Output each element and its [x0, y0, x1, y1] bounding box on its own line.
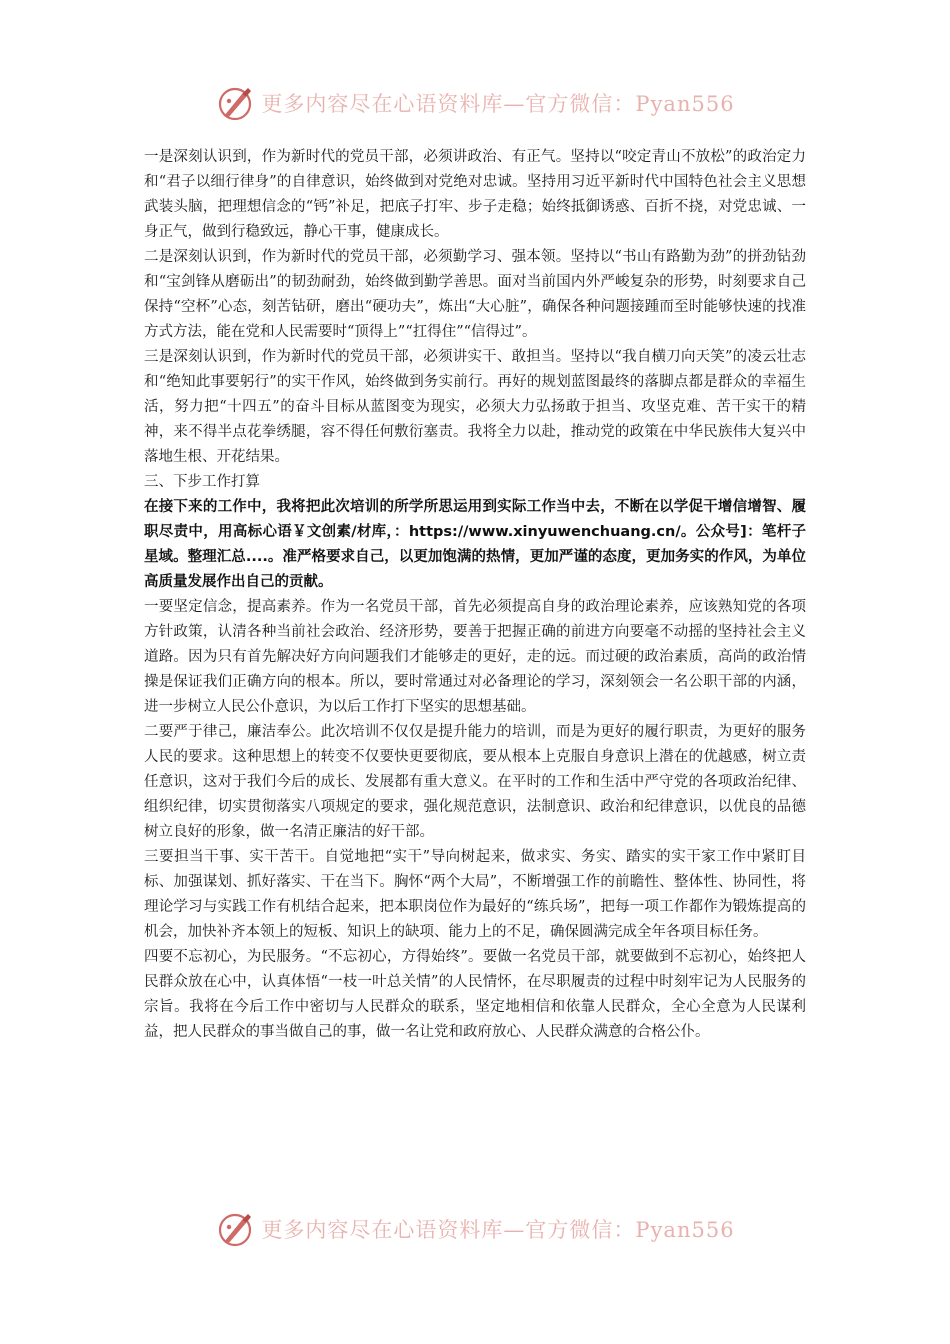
section-heading: 三、下步工作打算 [144, 474, 260, 490]
document-body [144, 145, 806, 1045]
watermark-text: 更多内容尽在心语资料库—官方微信：Pyan556 [261, 1218, 735, 1242]
paragraph: 三要担当干事、实干苦干。自觉地把“实干”导向树起来，做求实、务实、踏实的实干家工作中紧盯目标、加强谋划、抓好落实、干在当下。胸怀“两个大局”，不断增强工作的前瞻性、整体性、协同性，将理论学习与实践工作有机结合起来，把本职岗位作为最好的“练兵场”，把每一项工作都作为锻炼提高的机会，加快补齐本领上的短板、知识上的缺项、能力上的不足，确保圆满完成全年各项目标任务。 [144, 849, 806, 940]
paragraph: 二是深刻认识到，作为新时代的党员干部，必须勤学习、强本领。坚持以“书山有路勤为劲”的拼劲钻劲和“宝剑锋从磨砺出”的韧劲耐劲，始终做到勤学善思。面对当前国内外严峻复杂的形势，时刻要求自己保持“空杯”心态，刻苦钻研，磨出“硬功夫”，炼出“大心脏”，确保各种问题接踵而至时能够快速的找准方式方法，能在党和人民需要时“顶得上”“扛得住”“信得过”。 [144, 249, 806, 340]
watermark-text: 更多内容尽在心语资料库—官方微信：Pyan556 [261, 92, 735, 116]
paragraph: 二要严于律己，廉洁奉公。此次培训不仅仅是提升能力的培训，而是为更好的履行职责，为更好的服务人民的要求。这种思想上的转变不仅要快更要彻底，要从根本上克服自身意识上潜在的优越感，树立责任意识，这对于我们今后的成长、发展都有重大意义。在平时的工作和生活中严守党的各项政治纪律、组织纪律，切实贯彻落实八项规定的要求，强化规范意识，法制意识、政治和纪律意识，以优良的品德树立良好的形象，做一名清正廉洁的好干部。 [144, 724, 806, 840]
footer-watermark-banner [0, 1204, 950, 1254]
paragraph: 一是深刻认识到，作为新时代的党员干部，必须讲政治、有正气。坚持以“咬定青山不放松”的政治定力和“君子以细行律身”的自律意识，始终做到对党绝对忠诚。坚持用习近平新时代中国特色社会主义思想武装头脑，把理想信念的“钙”补足，把底子打牢、步子走稳；始终抵御诱惑、百折不挠，对党忠诚、一身正气，做到行稳致远，静心干事，健康成长。 [144, 149, 806, 240]
fountain-pen-logo-icon [215, 1209, 255, 1249]
fountain-pen-logo-icon [215, 83, 255, 123]
paragraph: 四要不忘初心，为民服务。“不忘初心，方得始终”。要做一名党员干部，就要做到不忘初心，始终把人民群众放在心中，认真体悟“一枝一叶总关情”的人民情怀，在尽职履责的过程中时刻牢记为人民服务的宗旨。我将在今后工作中密切与人民群众的联系，坚定地相信和依靠人民群众，全心全意为人民谋利益，把人民群众的事当做自己的事，做一名让党和政府放心、人民群众满意的合格公仆。 [144, 949, 806, 1040]
paragraph: 三是深刻认识到，作为新时代的党员干部，必须讲实干、敢担当。坚持以“我自横刀向天笑”的凌云壮志和“绝知此事要躬行”的实干作风，始终做到务实前行。再好的规划蓝图最终的落脚点都是群众的幸福生活，努力把“十四五”的奋斗目标从蓝图变为现实，必须大力弘扬敢于担当、攻坚克难、苦干实干的精神，来不得半点花拳绣腿，容不得任何敷衍塞责。我将全力以赴，推动党的政策在中华民族伟大复兴中落地生根、开花结果。 [144, 349, 806, 465]
paragraph: 一要坚定信念，提高素养。作为一名党员干部，首先必须提高自身的政治理论素养，应该熟知党的各项方针政策，认清各种当前社会政治、经济形势，要善于把握正确的前进方向要毫不动摇的坚持社会主义道路。因为只有首先解决好方向问题我们才能够走的更好，走的远。而过硬的政治素质，高尚的政治情操是保证我们正确方向的根本。所以，要时常通过对必备理论的学习，深刻领会一名公职干部的内涵，进一步树立人民公仆意识，为以后工作打下坚实的思想基础。 [144, 599, 806, 715]
promo-paragraph: 在接下来的工作中，我将把此次培训的所学所思运用到实际工作当中去，不断在以学促干增信增智、履职尽责中，用高标心语￥文创素/材库，：https://www.xinyuwenchuang.cn/。公众号]：笔杆子星域。整理汇总....。准严格要求自己，以更加饱满的热情，更加严谨的态度，更加务实的作风，为单位高质量发展作出自己的贡献。 [144, 499, 806, 590]
header-watermark-banner [0, 78, 950, 128]
